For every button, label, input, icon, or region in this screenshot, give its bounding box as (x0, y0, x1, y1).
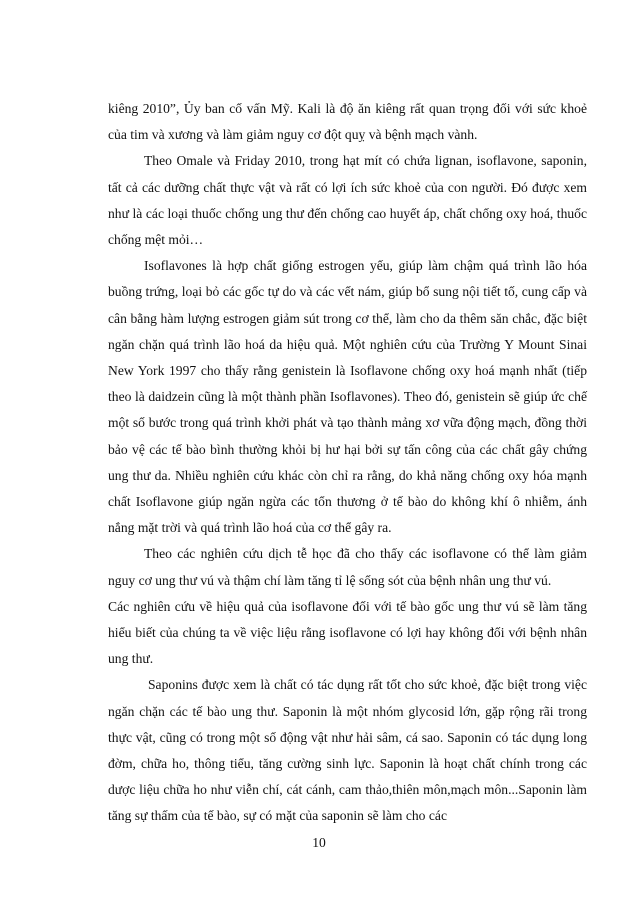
paragraph-kali-continuation: kiêng 2010”, Ủy ban cố vấn Mỹ. Kali là độ ăn kiêng rất quan trọng đối với sức khoẻ của tim và xương và làm giảm nguy cơ đột quỵ và bệnh mạch vành. (108, 101, 587, 143)
paragraph-omale-friday: Theo Omale và Friday 2010, trong hạt mít có chứa lignan, isoflavone, saponin, tất cả các dưỡng chất thực vật và rất có lợi ích sức khoẻ của con người. Đó được xem như là các loại thuốc chống ung thư đến chống cao huyết áp, chất chống oxy hoá, thuốc chống mệt mỏi… (108, 153, 587, 248)
paragraph-isoflavones: Isoflavones là hợp chất giống estrogen yếu, giúp làm chậm quá trình lão hóa buồng trứng, loại bỏ các gốc tự do và các vết nám, giúp bổ sung nội tiết tố, cung cấp và cân bằng hàm lượng estrogen giảm sút trong cơ thể, làm cho da thêm săn chắc, đặc biệt ngăn chặn quá trình lão hoá da hiệu quả. Một nghiên cứu của Trường Y Mount Sinai New York 1997 cho thấy rằng genistein là Isoflavone chống oxy hoá mạnh nhất (tiếp theo là daidzein cũng là một thành phần Isoflavones). Theo đó, genistein sẽ giúp ức chế một số bước trong quá trình khởi phát và tạo thành mảng xơ vữa động mạch, đồng thời bảo vệ các tế bào bình thường khỏi bị hư hại bởi sự tấn công của các chất gây chứng ung thư da. Nhiều nghiên cứu khác còn chỉ ra rằng, do khả năng chống oxy hóa mạnh chất Isoflavone giúp ngăn ngừa các tổn thương ở tế bào do không khí ô nhiễm, ánh nắng mặt trời và quá trình lão hoá của cơ thể gây ra. (108, 258, 587, 536)
paragraph-saponins: Saponins được xem là chất có tác dụng rất tốt cho sức khoẻ, đặc biệt trong việc ngăn chặn các tế bào ung thư. Saponin là một nhóm glycosid lớn, gặp rộng rãi trong thực vật, cũng có trong một số động vật như hải sâm, cá sao. Saponin có tác dụng long đờm, chữa ho, thông tiểu, tăng cường sinh lực. Saponin là hoạt chất chính trong các dược liệu chữa ho như viễn chí, cát cánh, cam thảo,thiên môn,mạch môn...Saponin làm tăng sự thấm của tế bào, sự có mặt của saponin sẽ làm cho các (108, 677, 587, 824)
page-number: 10 (312, 835, 326, 850)
paragraph-epidemiology: Theo các nghiên cứu dịch tễ học đã cho thấy các isoflavone có thể làm giảm nguy cơ ung thư vú và thậm chí làm tăng tỉ lệ sống sót của bệnh nhân ung thư vú. (108, 546, 587, 588)
body-text (108, 96, 587, 830)
paragraph-stem-cells: Các nghiên cứu về hiệu quả của isoflavone đối với tế bào gốc ung thư vú sẽ làm tăng hiểu biết của chúng ta về việc liệu rằng isoflavone có lợi hay không đối với bệnh nhân ung thư. (108, 598, 587, 667)
